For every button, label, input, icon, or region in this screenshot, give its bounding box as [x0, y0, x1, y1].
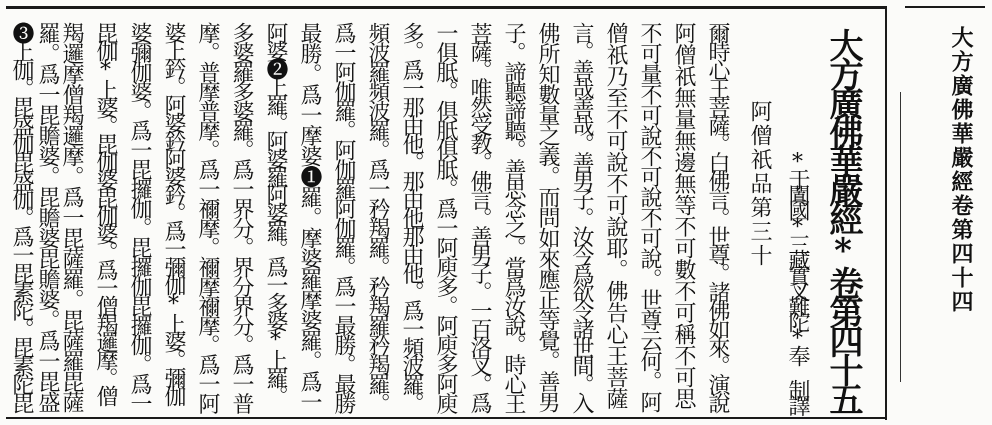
- margin-divider: [900, 92, 901, 382]
- chapter-heading: 阿僧祇品第三十: [747, 100, 772, 268]
- body-column: 爾時心王菩薩。白佛言。世尊。諸佛如來。演說: [705, 22, 730, 411]
- sutra-title: 大方廣佛華嚴經*卷第四十五: [823, 28, 863, 411]
- body-column: ❸上伽。毘盛伽毘盛伽。爲一毘素陀。毘素陀毘: [9, 22, 34, 411]
- body-column: 摩。普摩普摩。爲一禰摩。禰摩禰摩。爲一阿: [195, 22, 220, 412]
- frame-right-rule: [885, 6, 887, 420]
- translator-line: *于闐國*三藏實叉難陀*奉 制譯: [785, 150, 810, 410]
- body-column: 阿婆❷上羅。阿婆羅阿婆羅。爲一多婆*上羅。: [263, 22, 288, 403]
- body-column: 羯邏摩僧羯邏摩。爲一毘薩羅。毘薩羅毘薩: [59, 22, 84, 412]
- body-column: 婆彌伽婆。爲一毘攞伽。毘攞伽毘攞伽。爲一: [127, 22, 152, 412]
- running-title: 大方廣佛華嚴經卷第四十四: [948, 26, 974, 314]
- body-column: 婆上鈐。阿婆鈐阿婆鈐。爲一彌伽*上婆。彌伽: [161, 22, 186, 403]
- margin-top-rule: [905, 6, 985, 8]
- body-column: 佛所知數量之義。而問如來應正等覺。善男: [535, 22, 560, 412]
- body-column: 僧祇乃至不可說不可說耶。佛告心王菩薩: [603, 22, 628, 409]
- body-column: 頻波羅頻波羅。爲一矜羯羅。矜羯羅矜羯羅。: [365, 22, 390, 412]
- body-column: 爲一阿伽羅。阿伽羅阿伽羅。爲一最勝。最勝: [331, 22, 356, 412]
- body-column: 多。爲一那由他。那由他那由他。爲一頻波羅。: [399, 22, 424, 411]
- body-column: 多婆羅多婆羅。爲一界分。界分界分。爲一普: [229, 22, 254, 412]
- body-column: 子。諦聽諦聽。善思念之。當爲汝說。時心王: [501, 22, 526, 412]
- frame-top-rule: [6, 6, 886, 9]
- body-column: 羅。爲一毘贍婆。毘贍婆毘贍婆。爲一毘盛: [35, 22, 60, 412]
- body-column: 不可量不可說不可說不可說。世尊云何。阿: [637, 22, 662, 412]
- body-column: 毘伽*上婆。毘伽婆毘伽婆。爲一僧羯邏摩。僧: [93, 22, 118, 403]
- frame-bottom-rule: [6, 417, 886, 419]
- body-column: 最勝。爲一摩婆❶羅。摩婆羅摩婆羅。爲一: [297, 22, 322, 412]
- body-column: 菩薩。唯然受教。佛言。善男子。一百洛叉。爲: [467, 22, 492, 411]
- body-column: 言。善哉善哉。善男子。汝今爲欲令諸世間。入: [569, 22, 594, 411]
- body-column: 阿僧祇無量無邊無等不可數不可稱不可思: [671, 22, 696, 409]
- body-column: 一俱胝。俱胝俱胝。爲一阿庾多。阿庾多阿庾: [433, 22, 458, 412]
